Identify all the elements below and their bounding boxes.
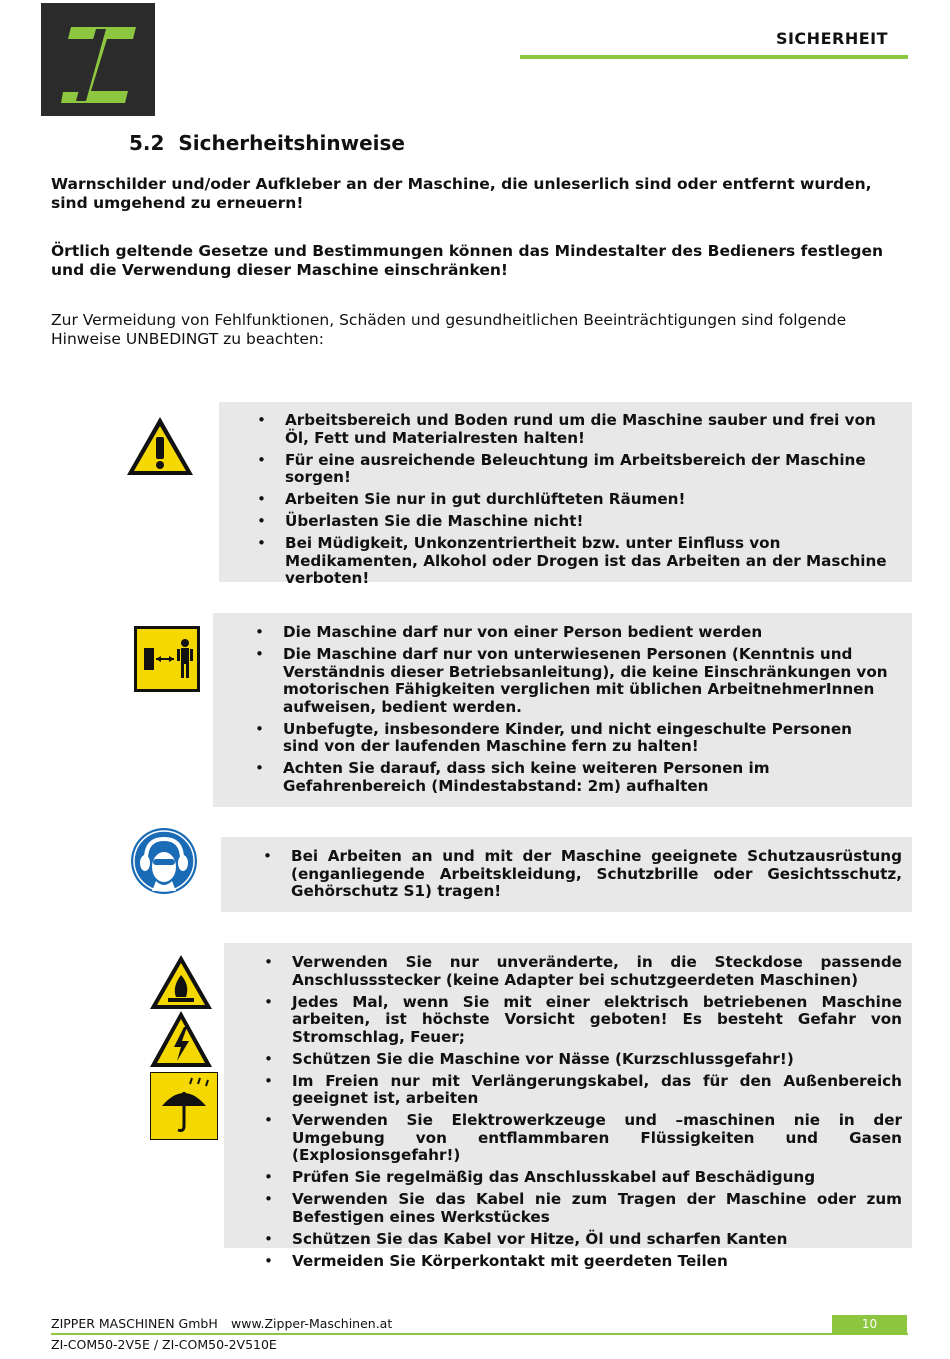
footer-url[interactable]: www.Zipper-Maschinen.at <box>231 1316 393 1331</box>
list-item: • Verwenden Sie das Kabel nie zum Tragen der Maschine oder zum Befestigen eines Werkstückes <box>262 1191 902 1226</box>
list-item: • Schützen Sie die Maschine vor Nässe (Kurzschlussgefahr!) <box>262 1051 902 1069</box>
list-item: • Arbeitsbereich und Boden rund um die Maschine sauber und frei von Öl, Fett und Materialresten halten! <box>255 412 892 447</box>
safety-block-protective-gear <box>221 837 912 912</box>
company-logo <box>41 3 155 116</box>
safety-block-electrical <box>224 943 912 1270</box>
list-item: • Achten Sie darauf, dass sich keine weiteren Personen im Gefahrenbereich (Mindestabstand: 2m) aufhalten <box>253 760 892 795</box>
list-item: • Unbefugte, insbesondere Kinder, und nicht eingeschulte Personen sind von der laufenden Maschine fern zu halten! <box>253 721 892 756</box>
list-item: • Überlasten Sie die Maschine nicht! <box>255 513 892 531</box>
section-number: 5.2 <box>129 131 165 155</box>
keep-dry-umbrella-icon <box>150 1072 218 1144</box>
list-item: • Die Maschine darf nur von unterwiesenen Personen (Kenntnis und Verständnis dieser Betriebsanleitung), die keine Einschränkungen von motorischen Fähigkeiten verglichen mit üblichen ArbeitnehmerInnen aufweisen, bedient werden. <box>253 646 892 716</box>
section-title: Sicherheitshinweise <box>178 131 405 155</box>
list-item: • Prüfen Sie regelmäßig das Anschlusskabel auf Beschädigung <box>262 1169 902 1187</box>
header-section-label: SICHERHEIT <box>775 29 888 48</box>
list-item: • Schützen Sie das Kabel vor Hitze, Öl und scharfen Kanten <box>262 1231 902 1249</box>
list-item: • Vermeiden Sie Körperkontakt mit geerdeten Teilen <box>262 1253 902 1271</box>
footer-rule <box>51 1333 908 1335</box>
list-item: • Für eine ausreichende Beleuchtung im Arbeitsbereich der Maschine sorgen! <box>255 452 892 487</box>
list-item: • Verwenden Sie nur unveränderte, in die Steckdose passende Anschlussstecker (keine Adapter bei schutzgeerdeten Maschinen) <box>262 954 902 989</box>
footer-company: ZIPPER MASCHINEN GmbH <box>51 1316 218 1331</box>
page-number: 10 <box>832 1315 907 1333</box>
list-item: • Die Maschine darf nur von einer Person bedient werden <box>253 624 892 642</box>
warning-triangle-icon <box>125 415 195 481</box>
intro-paragraph-1: Warnschilder und/oder Aufkleber an der Maschine, die unleserlich sind oder entfernt wurden, sind umgehend zu erneuern! <box>51 175 872 212</box>
footer-models: ZI-COM50-2V5E / ZI-COM50-2V510E <box>51 1337 277 1352</box>
list-item: • Bei Arbeiten an und mit der Maschine geeignete Schutzausrüstung (enganliegende Arbeitskleidung, Schutzbrille oder Gesichtsschutz, Gehörschutz S1) tragen! <box>261 848 902 901</box>
protective-equipment-mandatory-icon <box>130 827 198 899</box>
intro-paragraph-3: Zur Vermeidung von Fehlfunktionen, Schäden und gesundheitlichen Beeinträchtigungen sind folgende Hinweise UNBEDINGT zu beachten: <box>51 311 847 348</box>
safety-block-operators <box>213 613 912 807</box>
list-item: • Jedes Mal, wenn Sie mit einer elektrisch betriebenen Maschine arbeiten, ist höchste Vorsicht geboten! Es besteht Gefahr von Stromschlag, Feuer; <box>262 994 902 1047</box>
section-heading <box>129 131 405 155</box>
electric-shock-hazard-icon <box>148 1009 214 1073</box>
list-item: • Arbeiten Sie nur in gut durchlüfteten Räumen! <box>255 491 892 509</box>
header-rule <box>520 55 908 59</box>
zipper-z-logo-icon <box>41 3 155 116</box>
fire-hazard-icon <box>148 953 214 1015</box>
list-item: • Im Freien nur mit Verlängerungskabel, das für den Außenbereich geeignet ist, arbeiten <box>262 1073 902 1108</box>
intro-paragraph-2: Örtlich geltende Gesetze und Bestimmungen können das Mindestalter des Bedieners festlegen und die Verwendung dieser Maschine einschränken! <box>51 242 884 279</box>
safety-distance-sign-icon <box>134 626 200 696</box>
list-item: • Verwenden Sie Elektrowerkzeuge und –maschinen nie in der Umgebung von entflammbaren Flüssigkeiten und Gasen (Explosionsgefahr!) <box>262 1112 902 1165</box>
safety-block-general <box>219 402 912 587</box>
list-item: • Bei Müdigkeit, Unkonzentriertheit bzw. unter Einfluss von Medikamenten, Alkohol oder Drogen ist das Arbeiten an der Maschine verboten! <box>255 535 892 588</box>
